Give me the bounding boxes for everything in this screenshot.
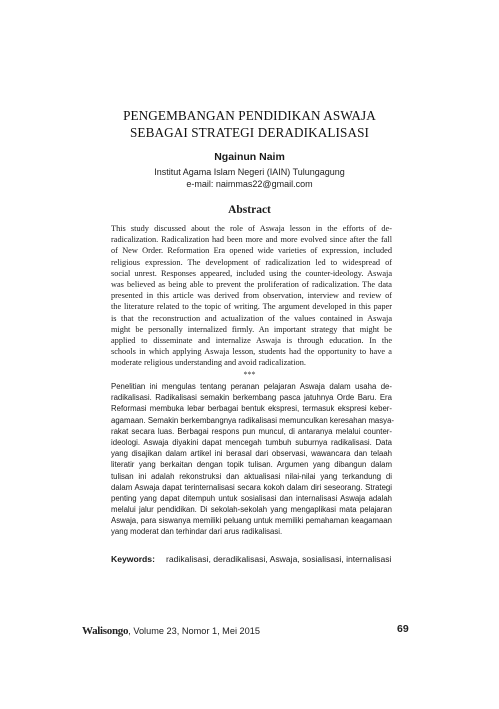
abstract-english-line: schools in which applying Aswaja lesson, students had the opportunity to have a	[111, 347, 392, 357]
abstract-english-line: social unrest. Responses appeared, included using the counter-ideology. Aswaja	[111, 268, 392, 278]
keywords-text: radikalisasi, deradikalisasi, Aswaja, sosialisasi, internalisasi	[166, 554, 392, 564]
abstract-english-line: This study discussed about the role of Aswaja lesson in the efforts of de-	[111, 224, 392, 233]
affiliation: Institut Agama Islam Negeri (IAIN) Tulungagung	[154, 167, 345, 177]
page-number: 69	[397, 623, 409, 635]
abstract-indonesian-line: ideologi. Aswaja diyakini dapat mencegah tumbuh suburnya radikalisasi. Data	[111, 437, 392, 447]
abstract-indonesian-line: penting yang dapat ditempuh untuk sosialisasi dan internalisasi Aswaja adalah	[111, 493, 392, 503]
abstract-english-line: moderate religious understanding and avoid radicalization.	[111, 358, 306, 368]
article-title	[0, 107, 499, 141]
abstract-english-line: of New Order. Reformation Era opened wide varieties of expression, included	[111, 246, 392, 256]
journal-issue: , Volume 23, Nomor 1, Mei 2015	[128, 626, 260, 636]
section-separator: ***	[243, 370, 256, 379]
title-line-1: PENGEMBANGAN PENDIDIKAN ASWAJA	[123, 108, 376, 123]
abstract-indonesian-line: Penelitian ini mengulas tentang peranan pelajaran Aswaja dalam usaha de-	[111, 382, 392, 391]
journal-name: Walisongo	[82, 625, 129, 637]
abstract-indonesian-line: agamaan. Semakin berkembangnya radikalisasi memunculkan keresahan masya-	[111, 415, 394, 425]
abstract-indonesian-line: yang disajikan dalam artikel ini berasal dari observasi, wawancara dan telaah	[111, 449, 392, 459]
abstract-indonesian-line: yang moderat dan terhindar dari arus radikalisasi.	[111, 527, 283, 537]
abstract-english-line: might be personally internalized firmly. An important strategy that might be	[111, 324, 392, 334]
title-line-2: SEBAGAI STRATEGI DERADIKALISASI	[129, 125, 369, 140]
author-name: Ngainun Naim	[214, 151, 285, 163]
abstract-english-line: religious expression. The development of radicalization led to widespread of	[111, 257, 392, 267]
abstract-english-line: applied to disseminate and internalize Aswaja is through education. In the	[111, 335, 392, 345]
abstract-indonesian-line: tulisan ini adalah rekonstruksi dan aktualisasi nilai-nilai yang terkandung di	[111, 471, 392, 481]
abstract-indonesian-line: literatir yang berkaitan dengan topik tulisan. Argumen yang dibangun dalam	[111, 460, 392, 470]
author-affiliation-block	[0, 166, 499, 190]
abstract-english-line: radicalization. Radicalization had been more and more evolved since after the fall	[111, 235, 392, 245]
keywords-row	[111, 554, 391, 565]
abstract-indonesian-line: melalui jalur pendidikan. Di sekolah-sekolah yang mengaplikasi mata pelajaran	[111, 505, 392, 515]
abstract-heading: Abstract	[228, 204, 271, 216]
abstract-indonesian-line: Reformasi membuka lebar berbagai bentuk ekspresi, termasuk ekspresi keber-	[111, 404, 392, 414]
abstract-english-line: the literature related to the topic of writing. The argument developed in this paper	[111, 302, 392, 312]
abstract-english-line: presented in this article was derived from observation, interview and review of	[111, 291, 392, 301]
abstract-indonesian	[111, 381, 392, 538]
abstract-english-line: is that the reconstruction and actualization of the values contained in Aswaja	[111, 313, 392, 323]
abstract-english-line: was believed as being able to prevent the proliferation of radicalization. The data	[111, 279, 392, 289]
keywords-label: Keywords:	[111, 554, 155, 564]
abstract-indonesian-line: Aswaja, para siswanya memiliki peluang untuk memiliki pemahaman keagamaan	[111, 516, 392, 526]
abstract-indonesian-line: rakat secara luas. Berbagai respons pun muncul, di antaranya melalui counter-	[111, 426, 392, 436]
abstract-english	[111, 223, 392, 368]
journal-footer	[82, 625, 260, 637]
abstract-indonesian-line: radikalisasi. Radikalisasi semakin berkembang pasca jatuhnya Orde Baru. Era	[111, 393, 392, 403]
email[interactable]: e-mail: naimmas22@gmail.com	[186, 179, 313, 189]
abstract-indonesian-line: dalam Aswaja dapat terinternalisasi secara kokoh dalam diri seseorang. Strategi	[111, 482, 392, 492]
